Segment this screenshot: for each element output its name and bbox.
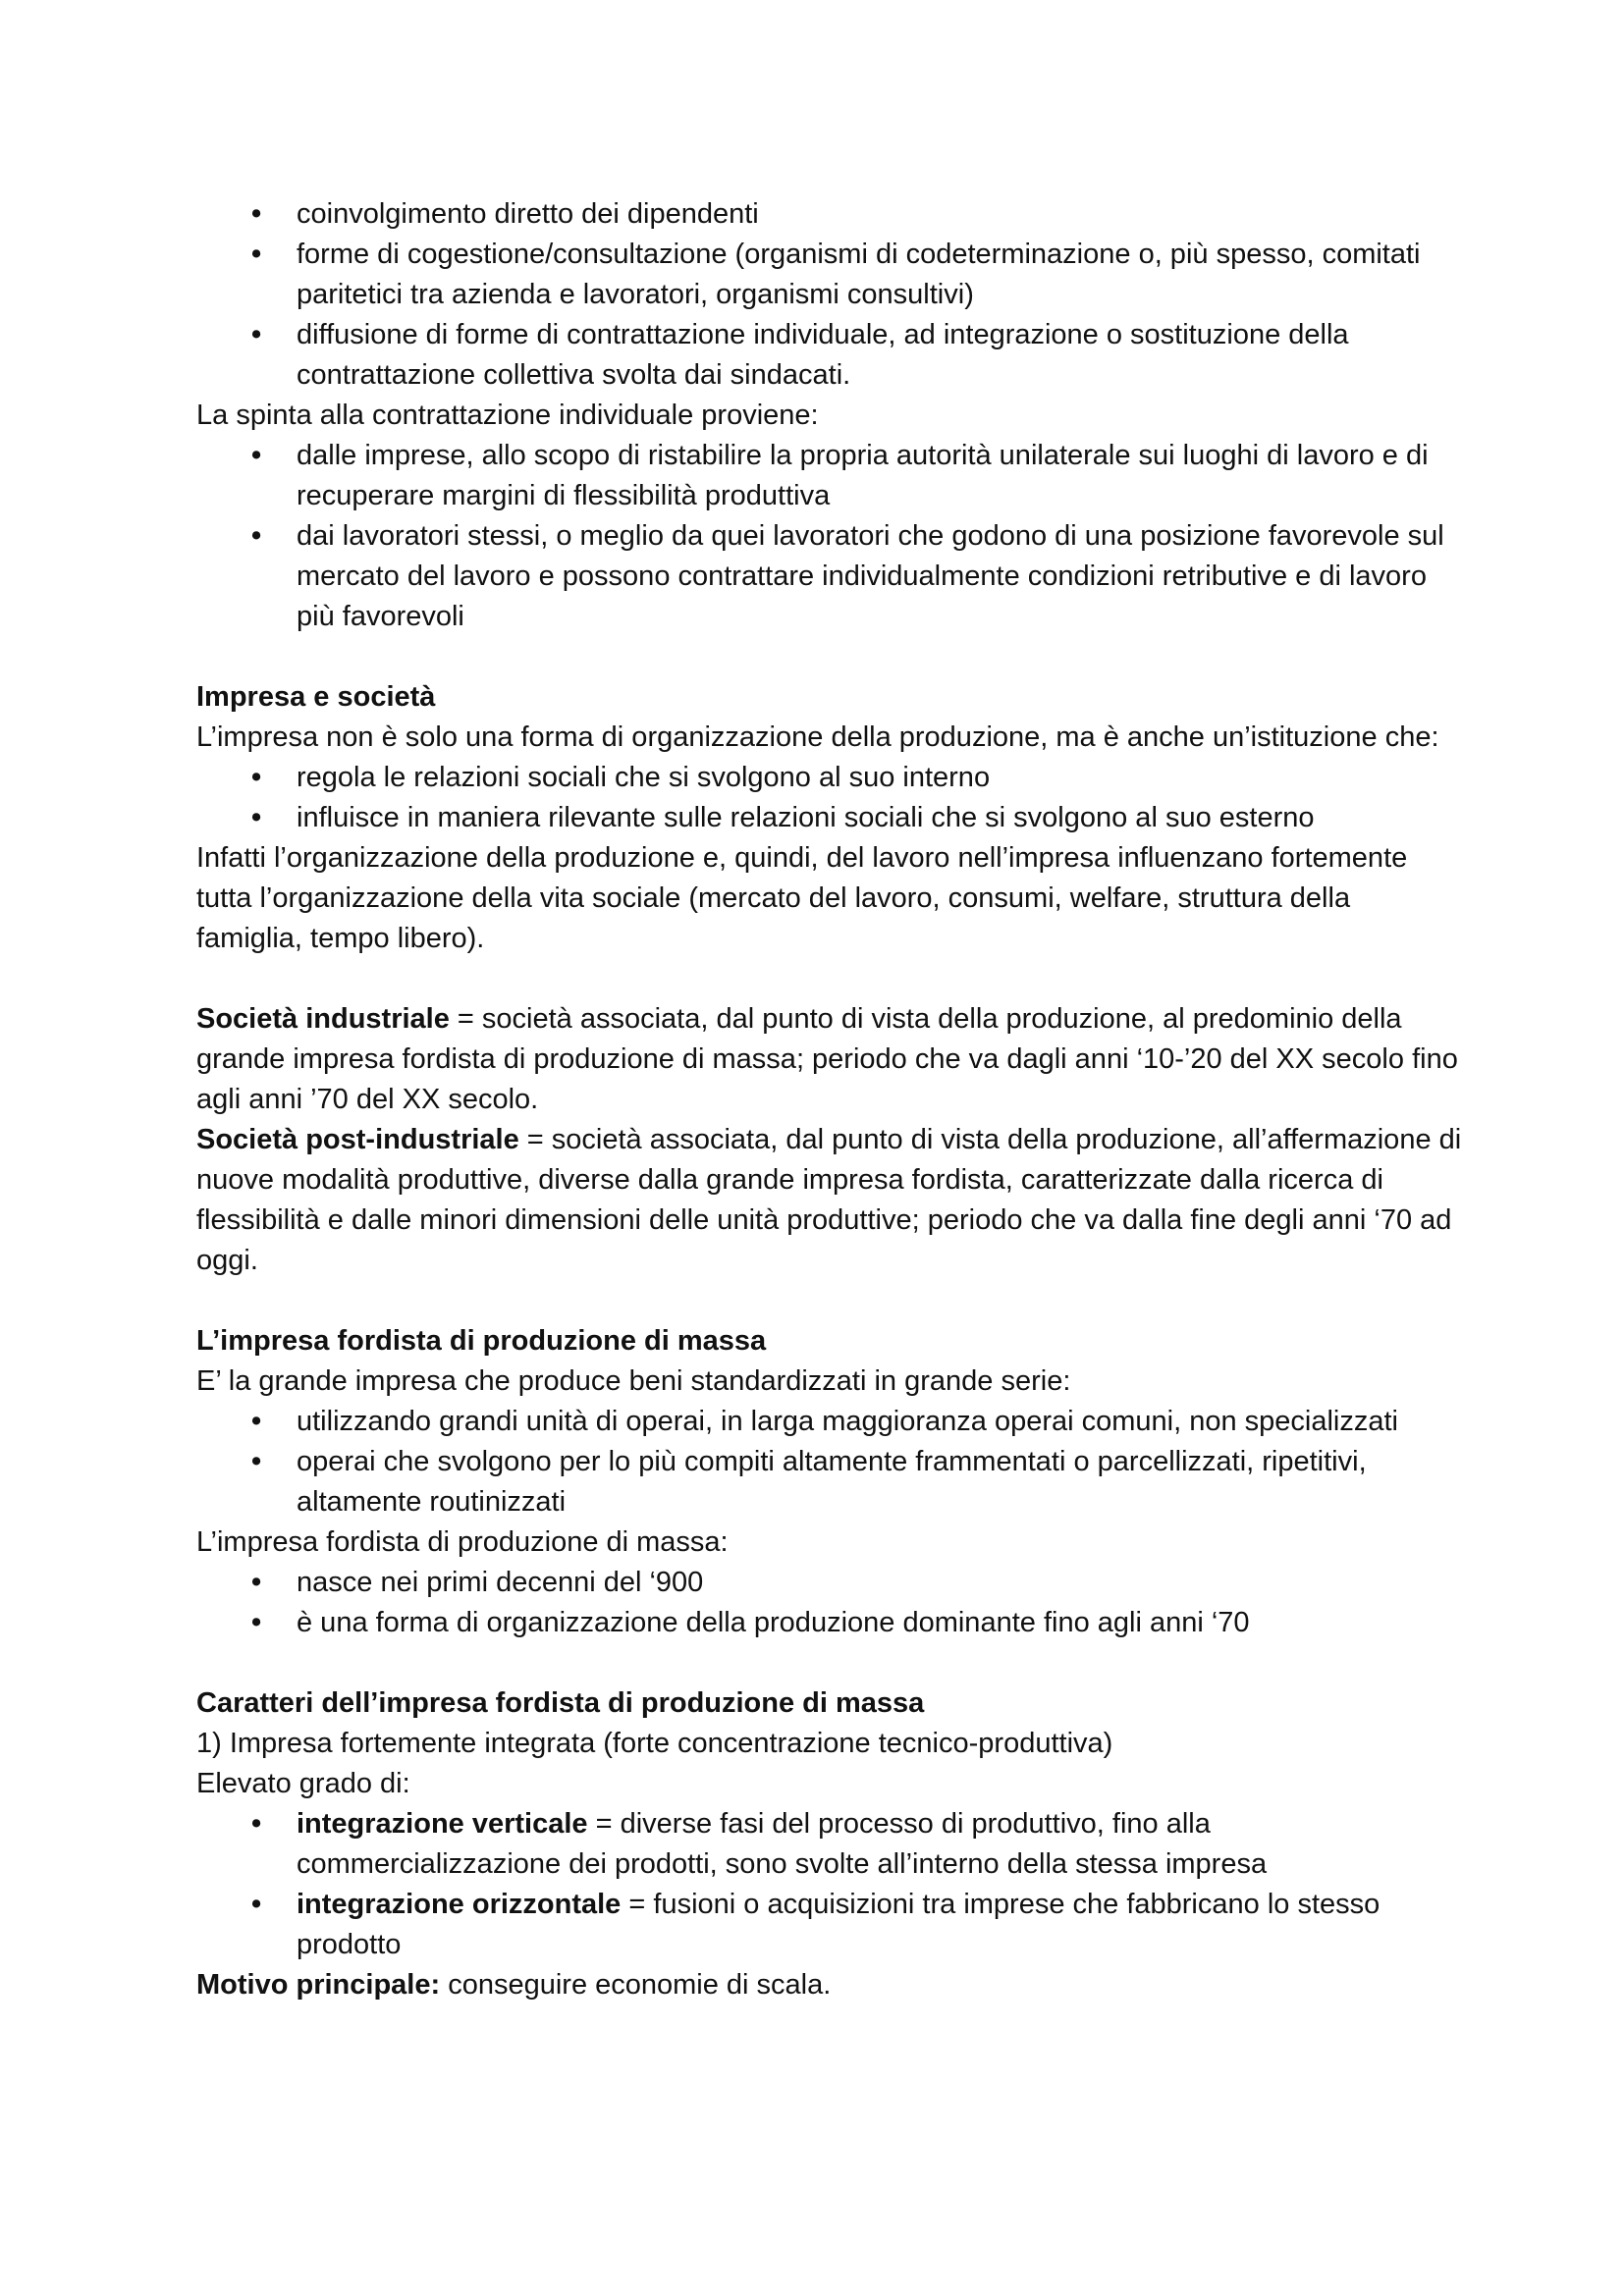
bullet-list-fordista (196, 1402, 1463, 1522)
definition-term: integrazione verticale (297, 1808, 588, 1840)
section-heading-fordista: L’impresa fordista di produzione di massa (196, 1325, 767, 1357)
bullet-icon: • (251, 1567, 262, 1598)
section-heading-impresa: Impresa e società (196, 681, 436, 713)
list-item: • integrazione verticale = diverse fasi del processo di produttivo, fino alla commercializzazione dei prodotti, sono svolte all’interno della stessa impresa (196, 1804, 1463, 1885)
definition-term: Società industriale (196, 1003, 450, 1035)
bullet-list-impresa (196, 758, 1463, 838)
paragraph: L’impresa fordista di produzione di massa: (196, 1526, 729, 1558)
bullet-icon: • (251, 440, 262, 471)
paragraph: E’ la grande impresa che produce beni standardizzati in grande serie: (196, 1365, 1071, 1397)
section-heading-caratteri: Caratteri dell’impresa fordista di produzione di massa (196, 1687, 925, 1719)
bullet-icon: • (251, 802, 262, 833)
definition-term: Motivo principale: (196, 1969, 441, 2001)
bullet-icon: • (251, 1607, 262, 1638)
paragraph: Infatti l’organizzazione della produzione e, quindi, del lavoro nell’impresa influenzano fortemente tutta l’organizzazione della vita sociale (mercato del lavoro, consumi, welfare, struttura della famiglia, tempo libero). (196, 842, 1408, 954)
list-item: • regola le relazioni sociali che si svolgono al suo interno (196, 758, 1463, 798)
bullet-icon: • (251, 1406, 262, 1437)
list-item: • è una forma di organizzazione della produzione dominante fino agli anni ‘70 (196, 1603, 1463, 1643)
definition-societa-industriale: Società industriale = società associata, dal punto di vista della produzione, al predominio della grande impresa fordista di produzione di massa; periodo che va dagli anni ‘10-’20 del XX secolo fino agli anni ’70 del XX secolo. (196, 1003, 1458, 1115)
spacer (196, 959, 1463, 999)
definition-term: integrazione orizzontale (297, 1889, 622, 1920)
list-item: • nasce nei primi decenni del ‘900 (196, 1563, 1463, 1603)
bullet-icon: • (251, 762, 262, 793)
definition-societa-post-industriale: Società post-industriale = società associata, dal punto di vista della produzione, all’affermazione di nuove modalità produttive, diverse dalla grande impresa fordista, caratterizzate dalla ricerca di flessibilità e dalle minori dimensioni delle unità produttive; periodo che va dalla fine degli anni ‘70 ad oggi. (196, 1124, 1462, 1276)
motivo-principale: Motivo principale: conseguire economie di scala. (196, 1969, 832, 2001)
spacer (196, 1281, 1463, 1321)
list-item: • diffusione di forme di contrattazione individuale, ad integrazione o sostituzione della contrattazione collettiva svolta dai sindacati. (196, 315, 1463, 396)
paragraph: L’impresa non è solo una forma di organizzazione della produzione, ma è anche un’istituzione che: (196, 721, 1439, 753)
bullet-icon: • (251, 520, 262, 552)
paragraph: La spinta alla contrattazione individuale proviene: (196, 400, 819, 431)
bullet-icon: • (251, 319, 262, 350)
bullet-list-fordista-storia (196, 1563, 1463, 1643)
definition-term: Società post-industriale (196, 1124, 519, 1155)
bullet-icon: • (251, 1889, 262, 1920)
list-item: • utilizzando grandi unità di operai, in larga maggioranza operai comuni, non specializzati (196, 1402, 1463, 1442)
list-item: • dalle imprese, allo scopo di ristabilire la propria autorità unilaterale sui luoghi di lavoro e di recuperare margini di flessibilità produttiva (196, 436, 1463, 516)
list-item: • coinvolgimento diretto dei dipendenti (196, 194, 1463, 235)
bullet-icon: • (251, 1808, 262, 1840)
list-item: • integrazione orizzontale = fusioni o acquisizioni tra imprese che fabbricano lo stesso prodotto (196, 1885, 1463, 1965)
list-item: • influisce in maniera rilevante sulle relazioni sociali che si svolgono al suo esterno (196, 798, 1463, 838)
document-body (196, 194, 1463, 2005)
bullet-list-spinta (196, 436, 1463, 637)
list-item: • operai che svolgono per lo più compiti altamente frammentati o parcellizzati, ripetitivi, altamente routinizzati (196, 1442, 1463, 1522)
list-item: • dai lavoratori stessi, o meglio da quei lavoratori che godono di una posizione favorevole sul mercato del lavoro e possono contrattare individualmente condizioni retributive e di lavoro più favorevoli (196, 516, 1463, 637)
bullet-list-integrazione (196, 1804, 1463, 1965)
list-item: • forme di cogestione/consultazione (organismi di codeterminazione o, più spesso, comitati paritetici tra azienda e lavoratori, organismi consultivi) (196, 235, 1463, 315)
spacer (196, 1643, 1463, 1683)
paragraph: 1) Impresa fortemente integrata (forte concentrazione tecnico-produttiva) (196, 1728, 1113, 1759)
bullet-icon: • (251, 198, 262, 230)
bullet-list-partecipazione (196, 194, 1463, 396)
bullet-icon: • (251, 1446, 262, 1477)
bullet-icon: • (251, 239, 262, 270)
paragraph: Elevato grado di: (196, 1768, 410, 1799)
spacer (196, 637, 1463, 677)
